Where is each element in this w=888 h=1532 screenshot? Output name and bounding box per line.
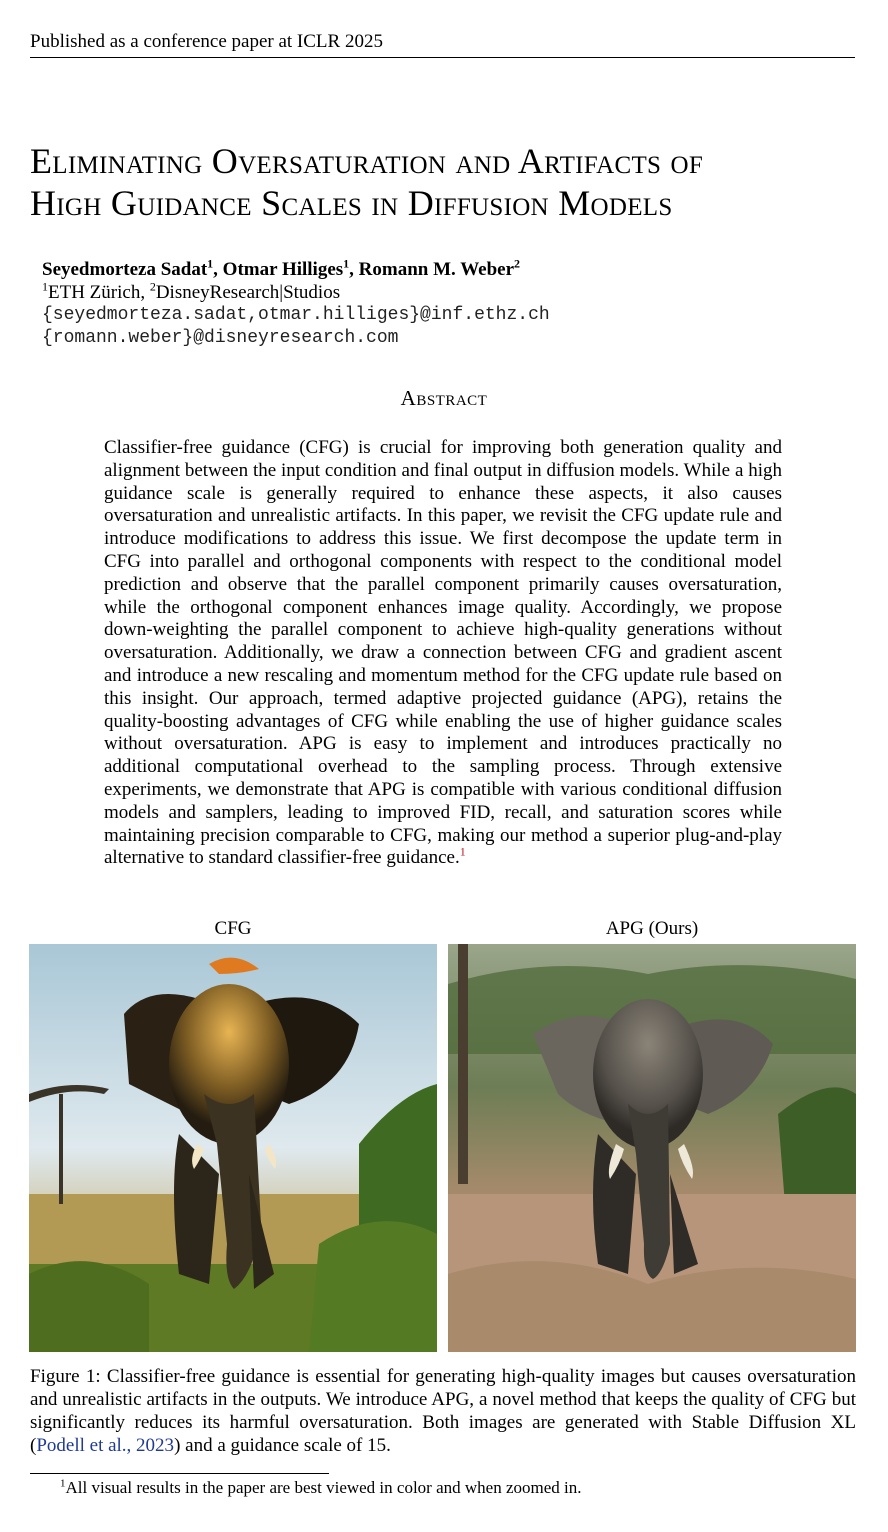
author-2-affil: 1 [343,256,350,271]
abstract-text: Classifier-free guidance (CFG) is crucial for improving both generation quality and alignment between the input condition and final output in diffusion models. While a high guidance scale is generally required to enhance these aspects, it also causes oversaturation and unrealistic artifacts. In this paper, we revisit the CFG update rule and introduce modifications to address this issue. We first decompose the update term in CFG into parallel and orthogonal components with respect to the conditional model prediction and observe that the parallel component primarily causes oversaturation, while the orthogonal component enhances image quality. Accordingly, we propose down-weighting the parallel component to achieve high-quality generations without oversaturation. Additionally, we draw a connection between CFG and gradient ascent and introduce a new rescaling and momentum method for the CFG update rule based on this insight. Our approach, termed adaptive projected guidance (APG), retains the quality-boosting advantages of CFG while enabling the use of higher guidance scales without oversaturation. APG is easy to implement and introduces practically no additional computational overhead to the sampling process. Through extensive experiments, we demonstrate that APG is compatible with various conditional diffusion models and samplers, leading to improved FID, recall, and saturation scores while maintaining precision comparable to CFG, making our method a superior plug-and-play alternative to standard classifier-free guidance. [104,437,782,869]
email-line-1: {seyedmorteza.sadat,otmar.hilliges}@inf.ethz.ch [42,305,550,325]
author-block [42,258,842,350]
caption-citation-link[interactable]: Podell et al., 2023 [36,1435,175,1456]
figure-image-apg-elephant [448,944,856,1352]
author-1-affil: 1 [207,256,214,271]
affiliation-1-marker: 1 [42,279,48,294]
author-names: Seyedmorteza Sadat$^1$, Otmar Hilliges$^1$, Romann M. Weber$^2$ [42,256,521,280]
caption-text-suffix: ) and a guidance scale of 15. [174,1435,391,1456]
title-line-1: Eliminating Oversaturation and Artifacts of [30,141,704,181]
author-3: Romann M. Weber [358,259,515,280]
title-line-2: High Guidance Scales in Diffusion Models [30,183,673,223]
abstract-heading: Abstract [400,386,488,410]
figure-caption [30,1365,856,1457]
paper-title [30,140,870,224]
email-line-2: {romann.weber}@disneyresearch.com [42,328,399,348]
footnote-marker: 1 [60,1477,66,1490]
footnote-rule [30,1473,329,1474]
footnote-text: All visual results in the paper are best viewed in color and when zoomed in. [65,1478,582,1497]
affiliations [42,281,842,304]
caption-text-prefix: Figure 1: Classifier-free guidance is essential for generating high-quality images but causes oversaturation and unrealistic artifacts in the outputs. We introduce APG, a novel method that keeps the quality of CFG but significantly reduces its harmful oversaturation. Both images are generated with Stable Diffusion XL ( [30,1366,856,1456]
figure-label-cfg: CFG [214,918,252,939]
figure-image-cfg-elephant [29,944,437,1352]
author-3-affil: 2 [514,256,521,271]
abstract-body [104,437,782,870]
figure-label-apg: APG (Ours) [605,918,699,939]
affiliation-2: DisneyResearch|Studios [155,282,341,303]
running-header: Published as a conference paper at ICLR 2025 [30,30,855,58]
author-1: Seyedmorteza Sadat [42,259,208,280]
affiliation-2-marker: 2 [149,279,156,294]
affiliation-1: ETH Zürich, [48,282,150,303]
author-2: Otmar Hilliges [222,259,344,280]
abstract-footnote-link[interactable]: 1 [459,845,466,860]
footnote [60,1477,850,1499]
